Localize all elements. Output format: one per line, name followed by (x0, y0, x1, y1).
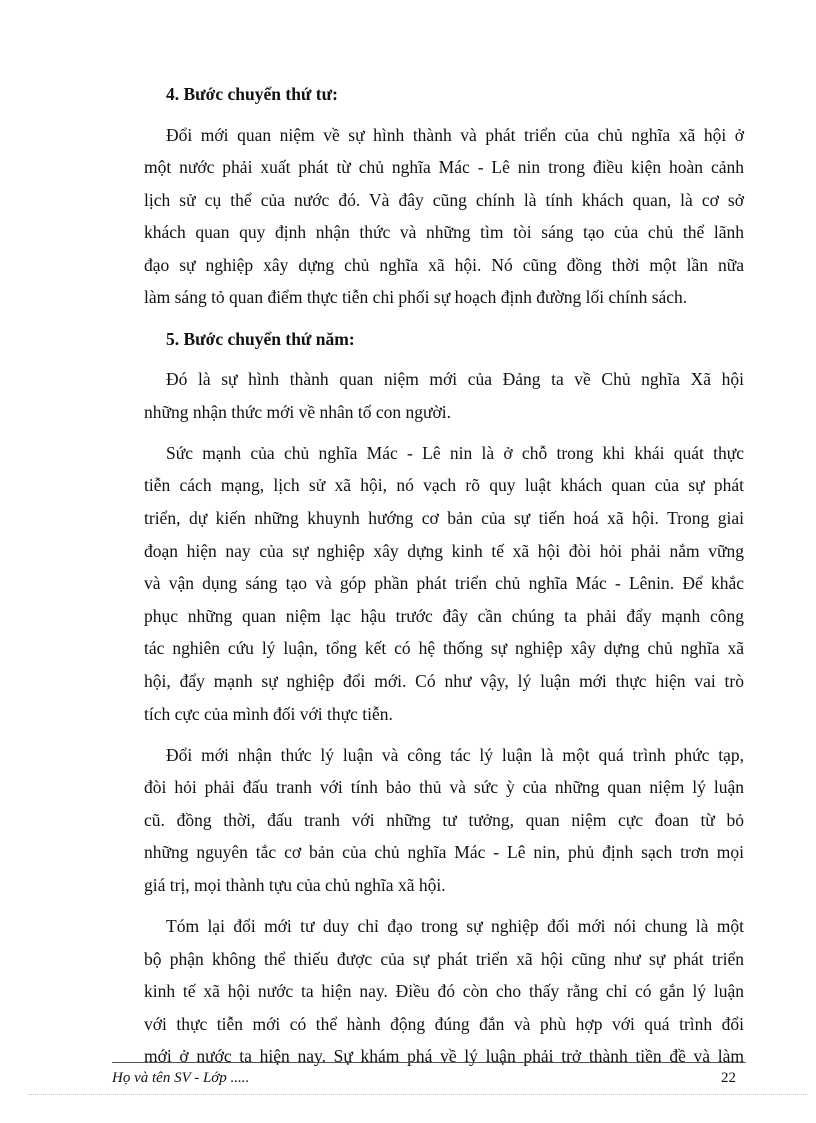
text-line: những nhận thức mới về nhân tố con người. (144, 401, 451, 422)
text-line: giá trị, mọi thành tựu của chủ nghĩa xã hội. (144, 874, 446, 895)
text-line: khách quan quy định nhận thức và những tìm tòi sáng tạo của chủ thể lãnh (144, 222, 744, 243)
page-edge-marker (28, 1094, 808, 1095)
text-line: Sức mạnh của chủ nghĩa Mác - Lê nin là ở chỗ trong khi khái quát thực (166, 442, 744, 463)
text-line: tích cực của mình đối với thực tiễn. (144, 703, 393, 724)
page-footer (112, 1067, 746, 1089)
page-body (144, 78, 744, 1082)
text-line: tiễn cách mạng, lịch sử xã hội, nó vạch rõ quy luật khách quan của sự phát (144, 475, 744, 496)
footer-student-info: Họ và tên SV - Lớp ..... (112, 1070, 250, 1086)
paragraph (144, 739, 744, 902)
text-line: tác nghiên cứu lý luận, tổng kết có hệ thống sự nghiệp xây dựng chủ nghĩa xã (144, 638, 744, 659)
text-line: lịch sử cụ thể của nước đó. Và đây cũng chính là tính khách quan, là cơ sở (144, 189, 744, 210)
text-line: làm sáng tỏ quan điểm thực tiễn chi phối sự hoạch định đường lối chính sách. (144, 287, 688, 308)
text-line: triển, dự kiến những khuynh hướng cơ bản của sự tiến hoá xã hội. Trong giai (144, 507, 744, 528)
text-line: một nước phải xuất phát từ chủ nghĩa Mác - Lê nin trong điều kiện hoàn cảnh (144, 157, 744, 178)
text-line: và vận dụng sáng tạo và góp phần phát triển chủ nghĩa Mác - Lênin. Để khắc (144, 573, 744, 594)
paragraph (144, 910, 744, 1073)
section-heading: 5. Bước chuyển thứ năm: (166, 328, 355, 349)
text-line: Đó là sự hình thành quan niệm mới của Đảng ta về Chủ nghĩa Xã hội (166, 369, 744, 390)
page-number: 22 (721, 1070, 736, 1086)
text-line: với thực tiễn mới có thể hành động đúng đắn và phù hợp với quá trình đổi (144, 1013, 744, 1034)
text-line: bộ phận không thể thiếu được của sự phát triển xã hội cũng như sự phát triển (144, 948, 744, 969)
text-line: Đổi mới quan niệm về sự hình thành và phát triển của chủ nghĩa xã hội ở (166, 124, 744, 145)
text-line: những nguyên tắc cơ bản của chủ nghĩa Mác - Lê nin, phủ định sạch trơn mọi (144, 842, 744, 863)
text-line: đoạn hiện nay của sự nghiệp xây dựng kinh tế xã hội đòi hỏi phải nắm vững (144, 540, 744, 561)
footer-divider (112, 1062, 746, 1063)
text-line: hội, đẩy mạnh sự nghiệp đổi mới. Có như vậy, lý luận mới thực hiện vai trò (144, 670, 744, 691)
text-line: đòi hỏi phải đấu tranh với tính bảo thủ và sức ỳ của những quan niệm lý luận (144, 777, 744, 798)
paragraph (144, 119, 744, 315)
text-line: Đổi mới nhận thức lý luận và công tác lý luận là một quá trình phức tạp, (166, 744, 744, 765)
text-line: mới ở nước ta hiện nay. Sự khám phá về lý luận phải trở thành tiền đề và làm (144, 1046, 744, 1067)
text-line: Tóm lại đổi mới tư duy chỉ đạo trong sự nghiệp đổi mới nói chung là một (166, 916, 744, 937)
section-heading: 4. Bước chuyển thứ tư: (166, 84, 338, 104)
text-line: phục những quan niệm lạc hậu trước đây cần chúng ta phải đẩy mạnh công (144, 605, 744, 626)
text-line: đạo sự nghiệp xây dựng chủ nghĩa xã hội. Nó cũng đồng thời một lần nữa (144, 254, 744, 275)
paragraph (144, 363, 744, 428)
paragraph (144, 437, 744, 730)
text-line: kinh tế xã hội nước ta hiện nay. Điều đó còn cho thấy rằng chỉ có gắn lý luận (144, 981, 744, 1002)
text-line: cũ. đồng thời, đấu tranh với những tư tưởng, quan niệm cực đoan từ bỏ (144, 809, 744, 830)
